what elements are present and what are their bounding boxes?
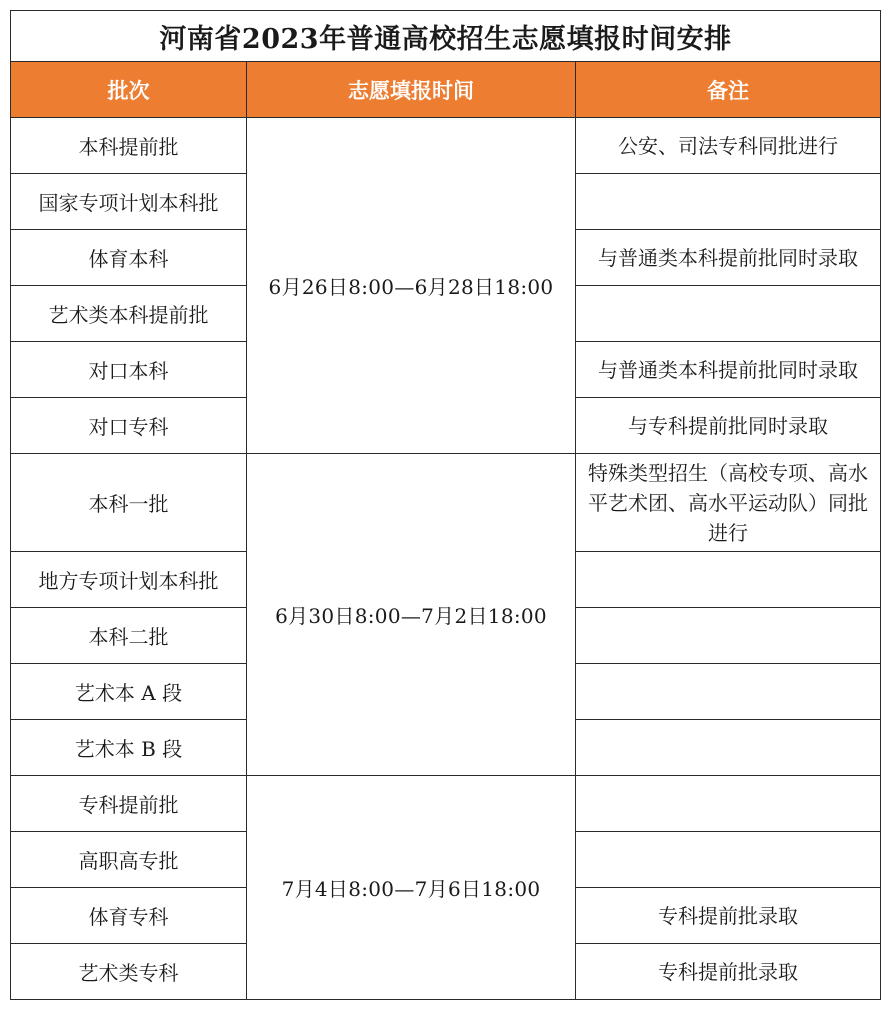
table-row: [11, 118, 881, 174]
note-cell: [576, 720, 881, 776]
header-time: 志愿填报时间: [247, 62, 576, 118]
note-cell: 专科提前批录取: [576, 888, 881, 944]
batch-cell: 体育专科: [11, 888, 247, 944]
note-cell: 专科提前批录取: [576, 944, 881, 1000]
header-note: 备注: [576, 62, 881, 118]
batch-cell: 本科一批: [11, 454, 247, 552]
batch-cell: 艺术本 B 段: [11, 720, 247, 776]
note-cell: [576, 832, 881, 888]
note-cell: 与普通类本科提前批同时录取: [576, 230, 881, 286]
time-cell: 7月4日8:00—7月6日18:00: [247, 776, 576, 1000]
batch-cell: 专科提前批: [11, 776, 247, 832]
note-cell: [576, 174, 881, 230]
header-row: [11, 62, 881, 118]
batch-cell: 艺术类本科提前批: [11, 286, 247, 342]
batch-cell: 对口本科: [11, 342, 247, 398]
batch-cell: 艺术本 A 段: [11, 664, 247, 720]
note-cell: 与普通类本科提前批同时录取: [576, 342, 881, 398]
batch-cell: 本科二批: [11, 608, 247, 664]
note-cell: 特殊类型招生（高校专项、高水平艺术团、高水平运动队）同批进行: [576, 454, 881, 552]
time-cell: 6月26日8:00—6月28日18:00: [247, 118, 576, 454]
batch-cell: 地方专项计划本科批: [11, 552, 247, 608]
time-cell: 6月30日8:00—7月2日18:00: [247, 454, 576, 776]
note-cell: 与专科提前批同时录取: [576, 398, 881, 454]
batch-cell: 体育本科: [11, 230, 247, 286]
table-row: [11, 776, 881, 832]
header-batch: 批次: [11, 62, 247, 118]
note-cell: [576, 552, 881, 608]
note-cell: [576, 286, 881, 342]
table-title: 河南省2023年普通高校招生志愿填报时间安排: [11, 11, 881, 62]
table-row: [11, 454, 881, 552]
title-row: [11, 11, 881, 62]
batch-cell: 对口专科: [11, 398, 247, 454]
note-cell: [576, 608, 881, 664]
batch-cell: 艺术类专科: [11, 944, 247, 1000]
note-cell: 公安、司法专科同批进行: [576, 118, 881, 174]
schedule-table: [10, 10, 881, 1000]
note-cell: [576, 776, 881, 832]
batch-cell: 本科提前批: [11, 118, 247, 174]
batch-cell: 高职高专批: [11, 832, 247, 888]
batch-cell: 国家专项计划本科批: [11, 174, 247, 230]
note-cell: [576, 664, 881, 720]
